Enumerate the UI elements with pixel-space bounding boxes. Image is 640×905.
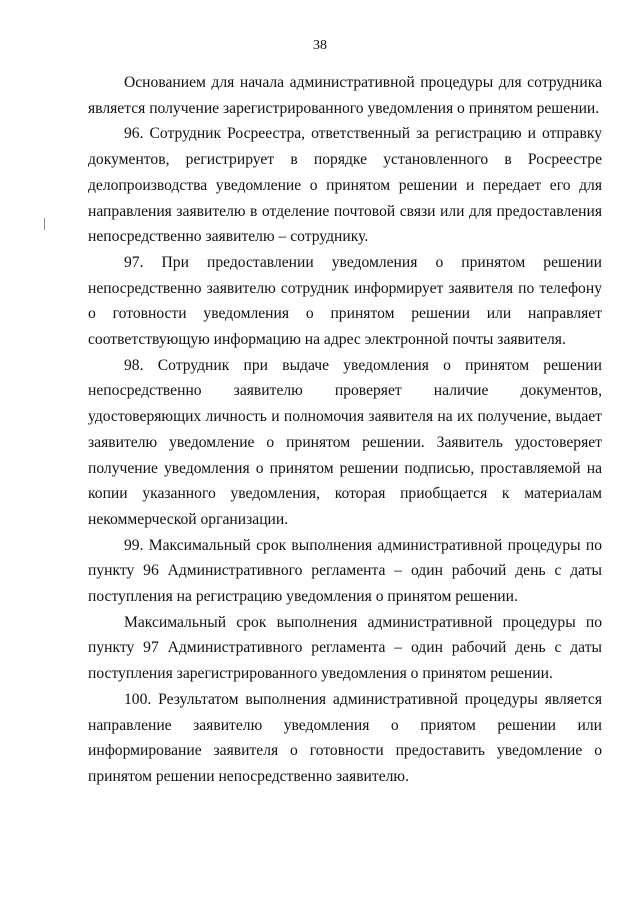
paragraph-100: 100. Результатом выполнения административной процедуры является направление заявителю уведомления о приятом решении или информирование заявителя о готовности предоставить уведомление о принятом решении непосредственно заявителю. [88, 690, 602, 785]
paragraph-99-continued: Максимальный срок выполнения административной процедуры по пункту 97 Административного регламента – один рабочий день с даты поступления зарегистрированного уведомления о принятом решении. [88, 613, 602, 683]
paragraph-96: 96. Сотрудник Росреестра, ответственный за регистрацию и отправку документов, регистрирует в порядке установленного в Росреестре делопроизводства уведомление о принятом решении и передает его для направления заявителю в отделение почтовой связи или для предоставления непосредственно заявителю – сотруднику. [88, 125, 602, 246]
paragraph-99: 99. Максимальный срок выполнения административной процедуры по пункту 96 Административного регламента – один рабочий день с даты поступления на регистрацию уведомления о принятом решении. [88, 536, 602, 606]
paragraph-97: 97. При предоставлении уведомления о принятом решении непосредственно заявителю сотрудник информирует заявителя по телефону о готовности уведомления о принятом решении или направляет соответствующую информацию на адрес электронной почты заявителя. [88, 253, 602, 349]
page-number: 38 [313, 38, 327, 53]
paragraph-98: 98. Сотрудник при выдаче уведомления о принятом решении непосредственно заявителю проверяет наличие документов, удостоверяющих личность и полномочия заявителя на их получение, выдает заявителю уведомление о принятом решении. Заявитель удостоверяет получение уведомления о принятом решении подписью, проставляемой на копии указанного уведомления, которая приобщается к материалам некоммерческой организации. [88, 356, 602, 528]
document-body [88, 70, 602, 790]
paragraph-basis: Основанием для начала административной процедуры для сотрудника является получение зарегистрированного уведомления о принятом решении. [88, 74, 602, 117]
scan-artifact-mark [44, 218, 45, 230]
